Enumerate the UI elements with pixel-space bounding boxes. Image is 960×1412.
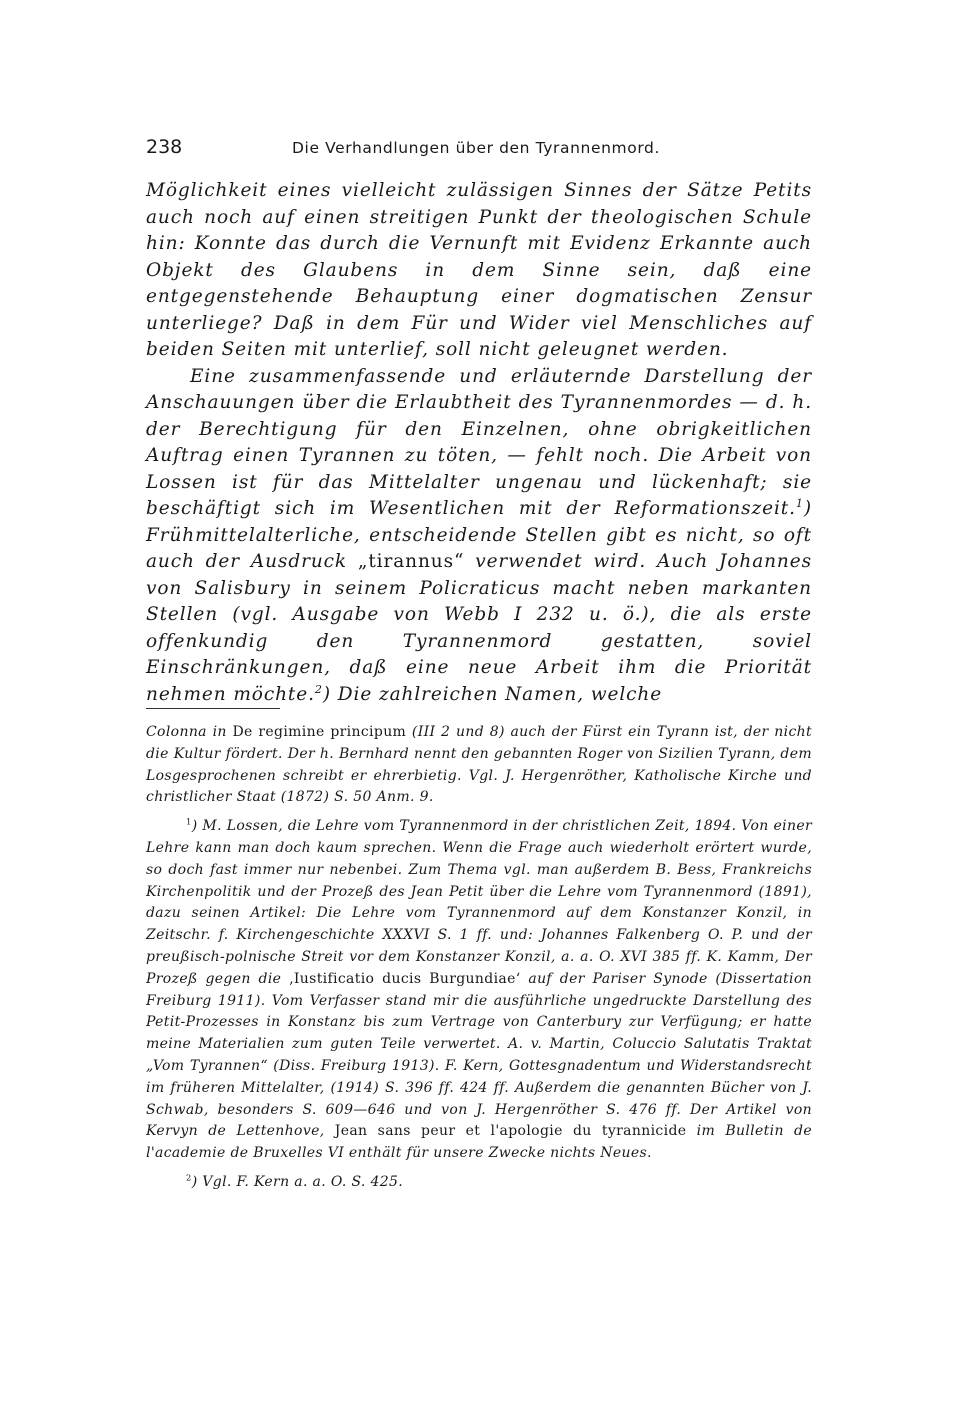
footnote-cont-title: De regimine principum: [232, 724, 407, 740]
page-number: 238: [146, 136, 183, 158]
paragraph-1-text: Möglichkeit eines vielleicht zulässigen Sinnes der Sätze Petits auch noch auf einen streitigen Punkt der theologischen Schule hin: Konnte das durch die Vernunft mit Evidenz Erkannte auch Objekt des Glaubens in dem Sinne sein, daß eine entgegenstehende Behauptung einer dogmatischen Zensur unterliege? Daß in dem Für und Wider viel Menschliches auf beiden Seiten mit unterlief, soll nicht geleugnet werden.: [146, 180, 812, 360]
paragraph-2-text-d: Die zahlreichen Namen, welche: [330, 683, 663, 705]
footnote-1-iustificatio: ‚Iustificatio ducis Burgundiae‘: [289, 970, 521, 987]
footnote-cont-a: Colonna in: [146, 724, 233, 740]
footnote-ref-2: 2: [314, 682, 323, 696]
footnote-1-jean-sans-peur: Jean sans peur et l'apologie du tyrannicide: [334, 1123, 687, 1140]
main-text: [146, 178, 812, 708]
paragraph-2-text-b: Frühmittelalterliche, entscheidende Stellen gibt es nicht, so oft auch der Ausdruck: [146, 524, 812, 572]
paragraph-2: Eine zusammenfassende und erläuternde Darstellung der Anschauungen über die Erlaubtheit des Tyrannenmordes — d. h. der Berechtigung für den Einzelnen, ohne obrigkeitlichen Auftrag einen Tyrannen zu töten, — fehlt noch. Die Arbeit von Lossen ist für das Mittelalter ungenau und lückenhaft; sie beschäftigt sich im Wesentlichen mit der Reformationszeit.$^1$) Frühmittelalterliche, entscheidende Stellen gibt es nicht, so oft auch der Ausdruck „tirannus“ verwendet wird. Auch Johannes von Salisbury in seinem Policraticus macht neben markanten Stellen (vgl. Ausgabe von Webb I 232 u. ö.), die als erste offenkundig den Tyrannenmord gestatten, soviel Einschränkungen, daß eine neue Arbeit ihm die Priorität nehmen möchte.$^2$) Die zahlreichen Namen, welche: [146, 365, 812, 705]
footnote-1-text-c: auf der Pariser Synode (Dissertation Freiburg 1911). Vom Verfasser stand mir die ausführliche ungedruckte Darstellung des Petit-Prozesses in Konstanz bis zum Vertrage von Canterbury zur Verfügung; er hatte meine Materialien zum guten Teile verwertet. A. v. Martin, Coluccio Salutatis Traktat „Vom Tyrannen“ (Diss. Freiburg 1913). F. Kern, Gottesgnadentum und Widerstandsrecht im früheren Mittelalter, (1914) S. 396 ff. 424 ff. Außerdem die genannten Bücher von J. Schwab, besonders S. 609—646 und von J. Hergenröther S. 476 ff. Der Artikel von Kervyn de Lettenhove,: [146, 970, 812, 1140]
footnote-2-text: ) Vgl. F. Kern a. a. O. S. 425.: [191, 1173, 404, 1190]
footnote-2: [146, 1172, 812, 1194]
paragraph-2-text-a: Eine zusammenfassende und erläuternde Darstellung der Anschauungen über die Erlaubtheit des Tyrannenmordes — d. h. der Berechtigung für den Einzelnen, ohne obrigkeitlichen Auftrag einen Tyrannen zu töten, — fehlt noch. Die Arbeit von Lossen ist für das Mittelalter ungenau und lückenhaft; sie beschäftigt sich im Wesentlichen mit der Reformationszeit.: [146, 365, 812, 519]
footnote-2-marker: 2: [186, 1172, 192, 1183]
footnotes: [146, 722, 812, 1201]
footnote-1-text-a: ) M. Lossen, die Lehre vom Tyrannenmord in der christlichen Zeit, 1894. Von einer Lehre kann man doch kaum sprechen. Wenn die Frage auch wiederholt erörtert wurde, so doch fast immer nur nebenbei. Zum Thema vgl. man außerdem B. Bess, Frankreichs Kirchenpolitik und der Prozeß des Jean Petit über die Lehre vom Tyrannenmord (1891), dazu seinen Artikel: Die Lehre vom Tyrannenmord auf dem Konstanzer Konzil, in Zeitschr. f. Kirchengeschichte XXXVI S. 1 ff. und: Johannes Falkenberg O. P. und der preußisch-polnische Streit vor dem Konstanzer Konzil, a. a. O. XVI 385 ff. K. Kamm, Der Prozeß gegen die: [146, 818, 812, 987]
page-header: [146, 136, 812, 164]
footnote-divider: [146, 708, 280, 709]
footnote-cont-c: (III 2 und 8) auch der Fürst ein Tyrann ist, der nicht die Kultur fördert. Der h. Bernhard nennt den gebannten Roger von Sizilien Tyrann, dem Losgesprochenen schreibt er ehrerbietig. Vgl. J. Hergenröther, Katholische Kirche und christlicher Staat (1872) S. 50 Anm. 9.: [146, 724, 812, 806]
footnote-1-marker: 1: [186, 816, 192, 827]
paragraph-1: [146, 178, 812, 364]
footnote-ref-1: 1: [795, 496, 804, 510]
running-title: Die Verhandlungen über den Tyrannenmord.: [292, 139, 660, 157]
footnote-1: [146, 816, 812, 1165]
quoted-term-tirannus: „tirannus“: [357, 551, 465, 572]
footnote-continuation: [146, 722, 812, 809]
footnote-1-text-e: im Bulletin de l'academie de Bruxelles VI enthält für unsere Zwecke nichts Neues.: [146, 1123, 812, 1162]
paragraph-2-text-c: verwendet wird. Auch Johannes von Salisbury in seinem Policraticus macht neben markanten Stellen (vgl. Ausgabe von Webb I 232 u. ö.), die als erste offenkundig den Tyrannenmord gestatten, soviel Einschränkungen, daß eine neue Arbeit ihm die Priorität nehmen möchte.: [146, 551, 812, 705]
